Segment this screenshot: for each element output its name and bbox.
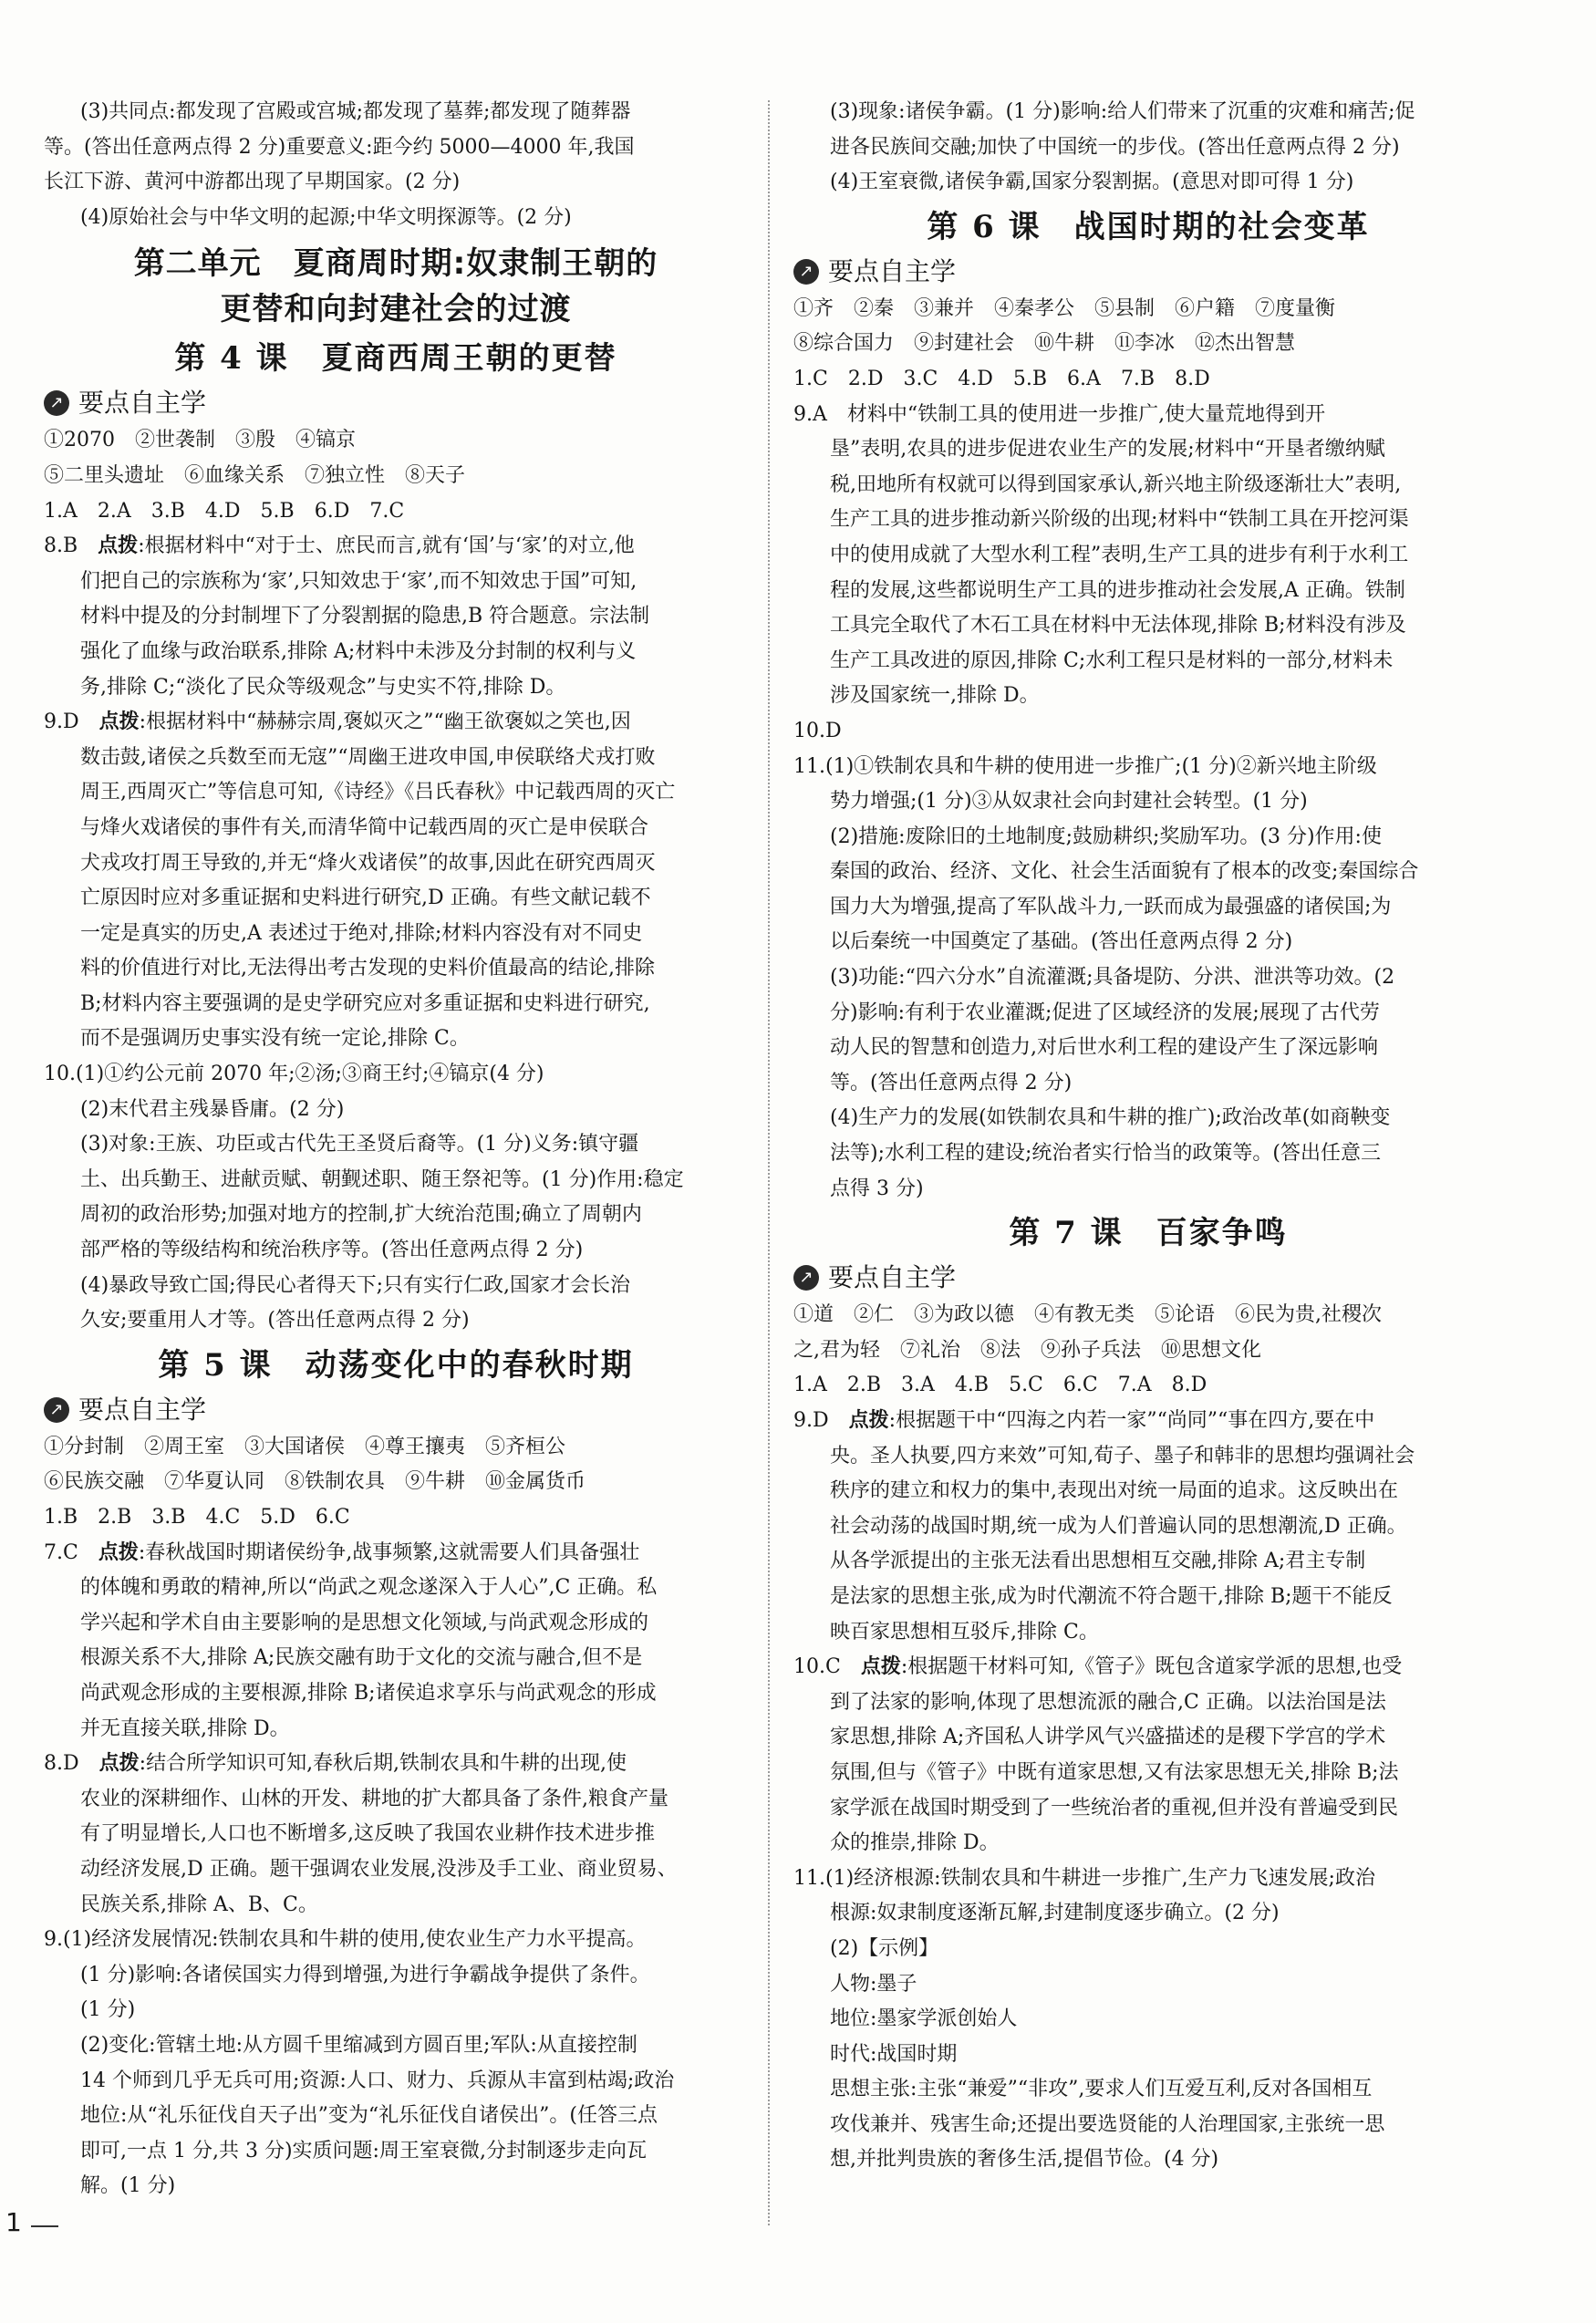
answer-q10 xyxy=(793,714,1503,750)
text-line: ①齐 ②秦 ③兼并 ④秦孝公 ⑤县制 ⑥户籍 ⑦度量衡 xyxy=(793,296,1336,320)
question-number: 9.D xyxy=(44,710,99,734)
lesson-title: 第 5 课 动荡变化中的春秋时期 xyxy=(158,1346,634,1384)
hint-label: 点拨 xyxy=(848,1409,889,1432)
fill-answers xyxy=(44,1430,748,1536)
text-line: 久安;要重用人才等。(答出任意两点得 2 分) xyxy=(80,1309,470,1333)
answer-q9-lesson7 xyxy=(793,1404,1503,1650)
text-line: 到了法家的影响,体现了思想流派的融合,C 正确。以法治国是法 xyxy=(830,1690,1386,1714)
text-line: (3)对象:王族、功臣或古代先王圣贤后裔等。(1 分)义务:镇守疆 xyxy=(80,1133,639,1156)
text-line: B;材料内容主要强调的是史学研究应对多重证据和史料进行研究, xyxy=(80,991,650,1015)
text-line: 亡原因时应对多重证据和史料进行研究,D 正确。有些文献记载不 xyxy=(80,887,651,910)
text-line: (4)原始社会与中华文明的起源;中华文明探源等。(2 分) xyxy=(80,205,572,229)
text-line: 11.(1)经济根源:铁制农具和牛耕进一步推广,生产力飞速发展;政治 xyxy=(793,1866,1375,1890)
text-line: 家思想,排除 A;齐国私人讲学风气兴盛描述的是稷下学宫的学术 xyxy=(830,1726,1386,1749)
answer-q11-lesson7 xyxy=(793,1862,1503,2178)
text-line: 生产工具的进步推动新兴阶级的出现;材料中“铁制工具在开挖河渠 xyxy=(830,508,1409,532)
text-line: 11.(1)①铁制农具和牛耕的使用进一步推广;(1 分)②新兴地主阶级 xyxy=(793,754,1377,778)
answer-q9 xyxy=(793,398,1503,714)
answer-q11 xyxy=(793,750,1503,1208)
page-number: 1 xyxy=(5,2207,22,2237)
text-line: 即可,一点 1 分,共 3 分)实质问题:周王室衰微,分封制逐步走向瓦 xyxy=(80,2139,647,2162)
text-line: 10.(1)①约公元前 2070 年;②汤;③商王纣;④镐京(4 分) xyxy=(44,1063,544,1086)
text-line: 是法家的思想主张,成为时代潮流不符合题干,排除 B;题干不能反 xyxy=(830,1584,1393,1608)
text-line: 动经济发展,D 正确。题干强调农业发展,没涉及手工业、商业贸易、 xyxy=(80,1857,678,1881)
text-line: :根据题干材料可知,《管子》既包含道家学派的思想,也受 xyxy=(900,1655,1403,1679)
lesson-title: 第 7 课 百家争鸣 xyxy=(1009,1215,1288,1252)
text-line: 映百家思想相互驳斥,排除 C。 xyxy=(830,1620,1099,1644)
text-line: 秦国的政治、经济、文化、社会生活面貌有了根本的改变;秦国综合 xyxy=(830,860,1419,884)
text-line: (2)变化:管辖土地:从方圆千里缩减到方圆百里;军队:从直接控制 xyxy=(80,2033,637,2057)
text-line: :根据材料中“对于士、庶民而言,就有‘国’与‘家’的对立,他 xyxy=(138,534,635,558)
text-line: 10.D xyxy=(793,719,842,742)
text-line: 人物:墨子 xyxy=(830,1972,917,1996)
text-line: 税,田地所有权就可以得到国家承认,新兴地主阶级逐渐壮大”表明, xyxy=(830,472,1402,496)
hint-label: 点拨 xyxy=(98,710,140,734)
text-line: 央。圣人执要,四方来效”可知,荀子、墨子和韩非的思想均强调社会 xyxy=(830,1444,1415,1467)
text-line: 国力大为增强,提高了军队战斗力,一跃而成为最强盛的诸侯国;为 xyxy=(830,895,1392,918)
text-line: 等。(答出任意两点得 2 分)重要意义:距今约 5000—4000 年,我国 xyxy=(44,135,635,159)
text-line: 地位:从“礼乐征伐自天子出”变为“礼乐征伐自诸侯出”。(任答三点 xyxy=(80,2104,658,2128)
section-heading xyxy=(793,1258,1503,1298)
text-line: (3)共同点:都发现了宫殿或宫城;都发现了墓葬;都发现了随葬器 xyxy=(80,100,631,123)
text-line: 地位:墨家学派创始人 xyxy=(830,2007,1018,2031)
text-line: 从各学派提出的主张无法看出思想相互交融,排除 A;君主专制 xyxy=(830,1550,1366,1573)
text-line: 程的发展,这些都说明生产工具的进步推动社会发展,A 正确。铁制 xyxy=(830,578,1405,602)
text-line: 9.(1)经济发展情况:铁制农具和牛耕的使用,使农业生产力水平提高。 xyxy=(44,1928,647,1952)
text-line: 众的推崇,排除 D。 xyxy=(830,1831,1000,1855)
text-line: 民族关系,排除 A、B、C。 xyxy=(80,1893,318,1916)
mc-answers: 1.B 2.B 3.B 4.C 5.D 6.C xyxy=(44,1506,350,1529)
mc-answers: 1.C 2.D 3.C 4.D 5.B 6.A 7.B 8.D xyxy=(793,367,1210,390)
text-line: 与烽火戏诸侯的事件有关,而清华简中记载西周的灭亡是申侯联合 xyxy=(80,815,648,839)
text-line: 中的使用成就了大型水利工程”表明,生产工具的进步有利于水利工 xyxy=(830,543,1409,566)
text-line: (3)功能:“四六分水”自流灌溉;具备堤防、分洪、泄洪等功效。(2 xyxy=(830,966,1395,990)
text-line: 周王,西周灭亡”等信息可知,《诗经》《吕氏春秋》中记载西周的灭亡 xyxy=(80,781,676,804)
text-line: (3)现象:诸侯争霸。(1 分)影响:给人们带来了沉重的灾难和痛苦;促 xyxy=(830,100,1415,123)
fill-answers xyxy=(44,423,748,529)
text-line: 进各民族间交融;加快了中国统一的步伐。(答出任意两点得 2 分) xyxy=(830,135,1400,159)
text-line: (1 分)影响:各诸侯国实力得到增强,为进行争霸战争提供了条件。 xyxy=(80,1963,650,1986)
text-line: (1 分) xyxy=(80,1998,136,2022)
text-line: 材料中提及的分封制埋下了分裂割据的隐患,B 符合题意。宗法制 xyxy=(80,605,650,628)
section-heading-label: 要点自主学 xyxy=(828,1262,957,1293)
text-line: 强化了血缘与政治联系,排除 A;材料中未涉及分封制的权利与义 xyxy=(80,639,637,663)
column-divider xyxy=(768,100,770,2225)
text-line: (4)王室衰微,诸侯争霸,国家分裂割据。(意思对即可得 1 分) xyxy=(830,171,1354,194)
question-number: 8.B xyxy=(44,534,98,558)
text-line: 工具完全取代了木石工具在材料中无法体现,排除 B;材料没有涉及 xyxy=(830,614,1406,638)
text-line: 们把自己的宗族称为‘家’,只知效忠于‘家’,而不知效忠于国”可知, xyxy=(80,569,637,593)
text-line: 的体魄和勇敢的精神,所以“尚武之观念遂深入于人心”,C 正确。私 xyxy=(80,1576,658,1600)
text-line: 学兴起和学术自由主要影响的是思想文化领域,与尚武观念形成的 xyxy=(80,1611,648,1634)
unit-title-line: 第二单元 夏商周时期:奴隶制王朝的 xyxy=(133,245,658,283)
answer-q10-lesson7 xyxy=(793,1650,1503,1862)
text-line: 犬戎攻打周王导致的,并无“烽火戏诸侯”的故事,因此在研究西周灭 xyxy=(80,851,656,875)
answer-q8-lesson5 xyxy=(44,1747,748,1923)
section-heading xyxy=(44,1390,748,1430)
text-line: 尚武观念形成的主要根源,排除 B;诸侯追求享乐与尚武观念的形成 xyxy=(80,1681,657,1705)
text-line: 而不是强调历史事实没有统一定论,排除 C。 xyxy=(80,1027,470,1051)
text-line: 有了明显增长,人口也不断增多,这反映了我国农业耕作技术进步推 xyxy=(80,1822,655,1846)
arrow-icon: ↗ xyxy=(44,1397,69,1423)
section-heading xyxy=(44,383,748,423)
text-line: ⑥民族交融 ⑦华夏认同 ⑧铁制农具 ⑨牛耕 ⑩金属货币 xyxy=(44,1470,586,1494)
text-line: (2)【示例】 xyxy=(830,1936,939,1960)
intro-block xyxy=(793,95,1503,201)
text-line: 解。(1 分) xyxy=(80,2174,176,2198)
answer-q8 xyxy=(44,529,748,705)
text-line: 根源关系不大,排除 A;民族交融有助于文化的交流与融合,但不是 xyxy=(80,1646,643,1670)
text-line: 并无直接关联,排除 D。 xyxy=(80,1716,290,1740)
text-line: 农业的深耕细作、山林的开发、耕地的扩大都具备了条件,粮食产量 xyxy=(80,1787,668,1810)
mc-answers: 1.A 2.B 3.A 4.B 5.C 6.C 7.A 8.D xyxy=(793,1374,1207,1397)
text-line: 数击鼓,诸侯之兵数至而无寇”“周幽王进攻申国,申侯联络犬戎打败 xyxy=(80,745,656,769)
answer-q7 xyxy=(44,1536,748,1747)
text-line: :根据材料中“赫赫宗周,褒姒灭之”“幽王欲褒姒之笑也,因 xyxy=(139,710,631,734)
text-line: 思想主张:主张“兼爱”“非攻”,要求人们互爱互利,反对各国相互 xyxy=(830,2078,1373,2101)
text-line: 涉及国家统一,排除 D。 xyxy=(830,684,1040,708)
left-column xyxy=(44,95,748,2204)
text-line: 部严格的等级结构和统治秩序等。(答出任意两点得 2 分) xyxy=(80,1239,584,1262)
text-line: 攻伐兼并、残害生命;还提出要选贤能的人治理国家,主张统一思 xyxy=(830,2112,1385,2136)
text-line: :根据题干中“四海之内若一家”“尚同”“事在四方,要在中 xyxy=(888,1409,1375,1432)
hint-label: 点拨 xyxy=(98,1752,140,1776)
text-line: 势力增强;(1 分)③从奴隶社会向封建社会转型。(1 分) xyxy=(830,790,1308,814)
text-line: (2)措施:废除旧的土地制度;鼓励耕织;奖励军功。(3 分)作用:使 xyxy=(830,824,1382,848)
hint-label: 点拨 xyxy=(860,1655,901,1679)
lesson-title: 第 6 课 战国时期的社会变革 xyxy=(927,208,1370,245)
text-line: ①道 ②仁 ③为政以德 ④有教无类 ⑤论语 ⑥民为贵,社稷次 xyxy=(793,1303,1382,1327)
text-line: 法等);水利工程的建设;统治者实行恰当的政策等。(答出任意三 xyxy=(830,1142,1381,1166)
answer-q9-lesson5 xyxy=(44,1923,748,2204)
text-line: 之,君为轻 ⑦礼治 ⑧法 ⑨孙子兵法 ⑩思想文化 xyxy=(793,1338,1261,1362)
text-line: 点得 3 分) xyxy=(830,1177,924,1200)
question-number: 8.D xyxy=(44,1752,99,1776)
text-line: :春秋战国时期诸侯纷争,战事频繁,这就需要人们具备强壮 xyxy=(138,1540,640,1564)
section-heading-label: 要点自主学 xyxy=(78,388,207,419)
text-line: (4)生产力的发展(如铁制农具和牛耕的推广);政治改革(如商鞅变 xyxy=(830,1106,1391,1130)
text-line: 想,并批判贵族的奢侈生活,提倡节俭。(4 分) xyxy=(830,2148,1219,2172)
text-line: ⑧综合国力 ⑨封建社会 ⑩牛耕 ⑪李冰 ⑫杰出智慧 xyxy=(793,332,1296,356)
text-line: :结合所学知识可知,春秋后期,铁制农具和牛耕的出现,使 xyxy=(139,1752,627,1776)
text-line: 料的价值进行对比,无法得出考古发现的史料价值最高的结论,排除 xyxy=(80,957,655,980)
section-heading-label: 要点自主学 xyxy=(828,255,957,286)
fill-answers xyxy=(793,1298,1503,1404)
text-line: (4)暴政导致亡国;得民心者得天下;只有实行仁政,国家才会长治 xyxy=(80,1273,630,1297)
text-line: 等。(答出任意两点得 2 分) xyxy=(830,1071,1073,1094)
text-line: 以后秦统一中国奠定了基础。(答出任意两点得 2 分) xyxy=(830,930,1293,954)
text-line: ①分封制 ②周王室 ③大国诸侯 ④尊王攘夷 ⑤齐桓公 xyxy=(44,1435,566,1458)
text-line: 家学派在战国时期受到了一些统治者的重视,但并没有普遍受到民 xyxy=(830,1796,1398,1820)
mc-answers: 1.A 2.A 3.B 4.D 5.B 6.D 7.C xyxy=(44,499,405,523)
text-line: 时代:战国时期 xyxy=(830,2042,958,2066)
hint-label: 点拨 xyxy=(98,1540,139,1564)
hint-label: 点拨 xyxy=(98,534,139,558)
text-line: 分)影响:有利于农业灌溉;促进了区域经济的发展;展现了古代劳 xyxy=(830,1001,1380,1024)
question-number: 10.C xyxy=(793,1655,861,1679)
text-line: (2)末代君主残暴昏庸。(2 分) xyxy=(80,1097,345,1121)
fill-answers xyxy=(793,292,1503,398)
text-line: ①2070 ②世袭制 ③殷 ④镐京 xyxy=(44,429,356,452)
text-line: 生产工具改进的原因,排除 C;水利工程只是材料的一部分,材料未 xyxy=(830,648,1394,672)
text-line: 9.A 材料中“铁制工具的使用进一步推广,使大量荒地得到开 xyxy=(793,402,1326,426)
lesson-title: 第 4 课 夏商西周王朝的更替 xyxy=(174,340,617,378)
text-line: ⑤二里头遗址 ⑥血缘关系 ⑦独立性 ⑧天子 xyxy=(44,463,466,487)
arrow-icon: ↗ xyxy=(44,390,69,416)
unit-title xyxy=(44,241,748,332)
text-line: 垦”表明,农具的进步促进农业生产的发展;材料中“开垦者缴纳赋 xyxy=(830,438,1385,461)
section-heading xyxy=(793,252,1503,292)
text-line: 动人民的智慧和创造力,对后世水利工程的建设产生了深远影响 xyxy=(830,1036,1378,1060)
text-line: 社会动荡的战国时期,统一成为人们普遍认同的思想潮流,D 正确。 xyxy=(830,1514,1407,1538)
answer-q10 xyxy=(44,1057,748,1339)
text-line: 务,排除 C;“淡化了民众等级观念”与史实不符,排除 D。 xyxy=(80,675,566,699)
question-number: 9.D xyxy=(793,1409,849,1432)
intro-block xyxy=(44,95,748,235)
text-line: 秩序的建立和权力的集中,表现出对统一局面的追求。这反映出在 xyxy=(830,1479,1398,1503)
text-line: 14 个师到几乎无兵可用;资源:人口、财力、兵源从丰富到枯竭;政治 xyxy=(80,2069,675,2092)
text-line: 周初的政治形势;加强对地方的控制,扩大统治范围;确立了周朝内 xyxy=(80,1203,642,1227)
text-line: 长江下游、黄河中游都出现了早期国家。(2 分) xyxy=(44,171,461,194)
unit-title-line: 更替和向封建社会的过渡 xyxy=(220,291,572,328)
text-line: 根源:奴隶制度逐渐瓦解,封建制度逐步确立。(2 分) xyxy=(830,1902,1280,1925)
arrow-icon: ↗ xyxy=(793,259,819,285)
answer-q9 xyxy=(44,705,748,1057)
text-line: 一定是真实的历史,A 表述过于绝对,排除;材料内容没有对不同史 xyxy=(80,921,643,945)
section-heading-label: 要点自主学 xyxy=(78,1394,207,1425)
question-number: 7.C xyxy=(44,1540,98,1564)
right-column xyxy=(793,95,1503,2178)
footer-rule xyxy=(31,2225,58,2227)
text-line: 土、出兵勤王、进献贡赋、朝觐述职、随王祭祀等。(1 分)作用:稳定 xyxy=(80,1167,684,1191)
text-line: 氛围,但与《管子》中既有道家思想,又有法家思想无关,排除 B;法 xyxy=(830,1760,1399,1784)
arrow-icon: ↗ xyxy=(793,1265,819,1291)
